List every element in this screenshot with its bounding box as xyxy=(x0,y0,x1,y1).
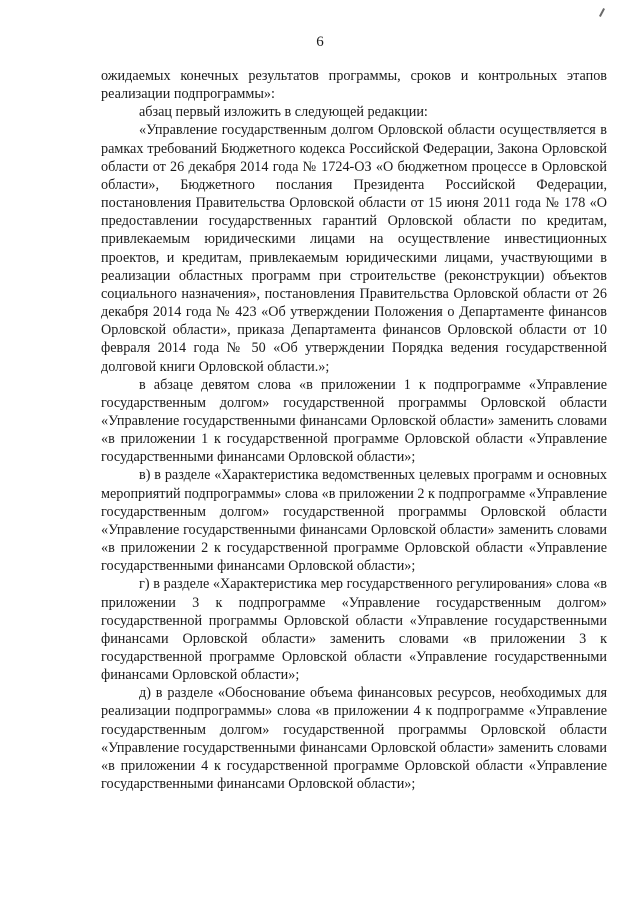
paragraph: в абзаце девятом слова «в приложении 1 к подпрограмме «Управление государственным долгом» государственной программы Орловской области «Управление государственными финансами Орловской области» заменить словами «в приложении 1 к государственной программе Орловской области «Управление государственными финансами Орловской области»; xyxy=(101,376,607,466)
scan-mark xyxy=(599,8,605,17)
paragraph: «Управление государственным долгом Орловской области осуществляется в рамках требований Бюджетного кодекса Российской Федерации, Закона Орловской области от 26 декабря 2014 года № 1724-ОЗ «О бюджетном процессе в Орловской области», Бюджетного послания Президента Российской Федерации, постановления Правительства Орловской области от 15 июня 2011 года № 178 «О предоставлении государственных гарантий Орловской области по кредитам, привлекаемым юридическими лицами на осуществление инвестиционных проектов, и кредитам, привлекаемым юридическими лицами, участвующими в реализации областных программ при строительстве (реконструкции) объектов социального назначения», постановления Правительства Орловской области от 26 декабря 2014 года № 423 «Об утверждении Положения о Департаменте финансов Орловской области», приказа Департамента финансов Орловской области от 10 февраля 2014 года № 50 «Об утверждении Порядка ведения государственной долговой книги Орловской области.»; xyxy=(101,122,607,375)
paragraph: д) в разделе «Обоснование объема финансовых ресурсов, необходимых для реализации подпрограммы» слова «в приложении 4 к подпрограмме «Управление государственным долгом» государственной программы Орловской области «Управление государственными финансами Орловской области» заменить словами «в приложении 4 к государственной программе Орловской области «Управление государственными финансами Орловской области»; xyxy=(101,685,607,793)
paragraph: ожидаемых конечных результатов программы, сроков и контрольных этапов реализации подпрограммы»: xyxy=(101,68,607,103)
page-number: 6 xyxy=(316,34,324,50)
paragraph: абзац первый изложить в следующей редакции: xyxy=(139,104,428,121)
paragraph: в) в разделе «Характеристика ведомственных целевых программ и основных мероприятий подпрограммы» слова «в приложении 2 к подпрограмме «Управление государственным долгом» государственной программы Орловской области «Управление государственными финансами Орловской области» заменить словами «в приложении 2 к государственной программе Орловской области «Управление государственными финансами Орловской области»; xyxy=(101,467,607,575)
paragraph: г) в разделе «Характеристика мер государственного регулирования» слова «в приложении 3 к подпрограмме «Управление государственным долгом» государственной программы Орловской области «Управление государственными финансами Орловской области» заменить словами «в приложении 3 к государственной программе Орловской области «Управление государственными финансами Орловской области»; xyxy=(101,576,607,684)
document-body xyxy=(101,67,607,793)
